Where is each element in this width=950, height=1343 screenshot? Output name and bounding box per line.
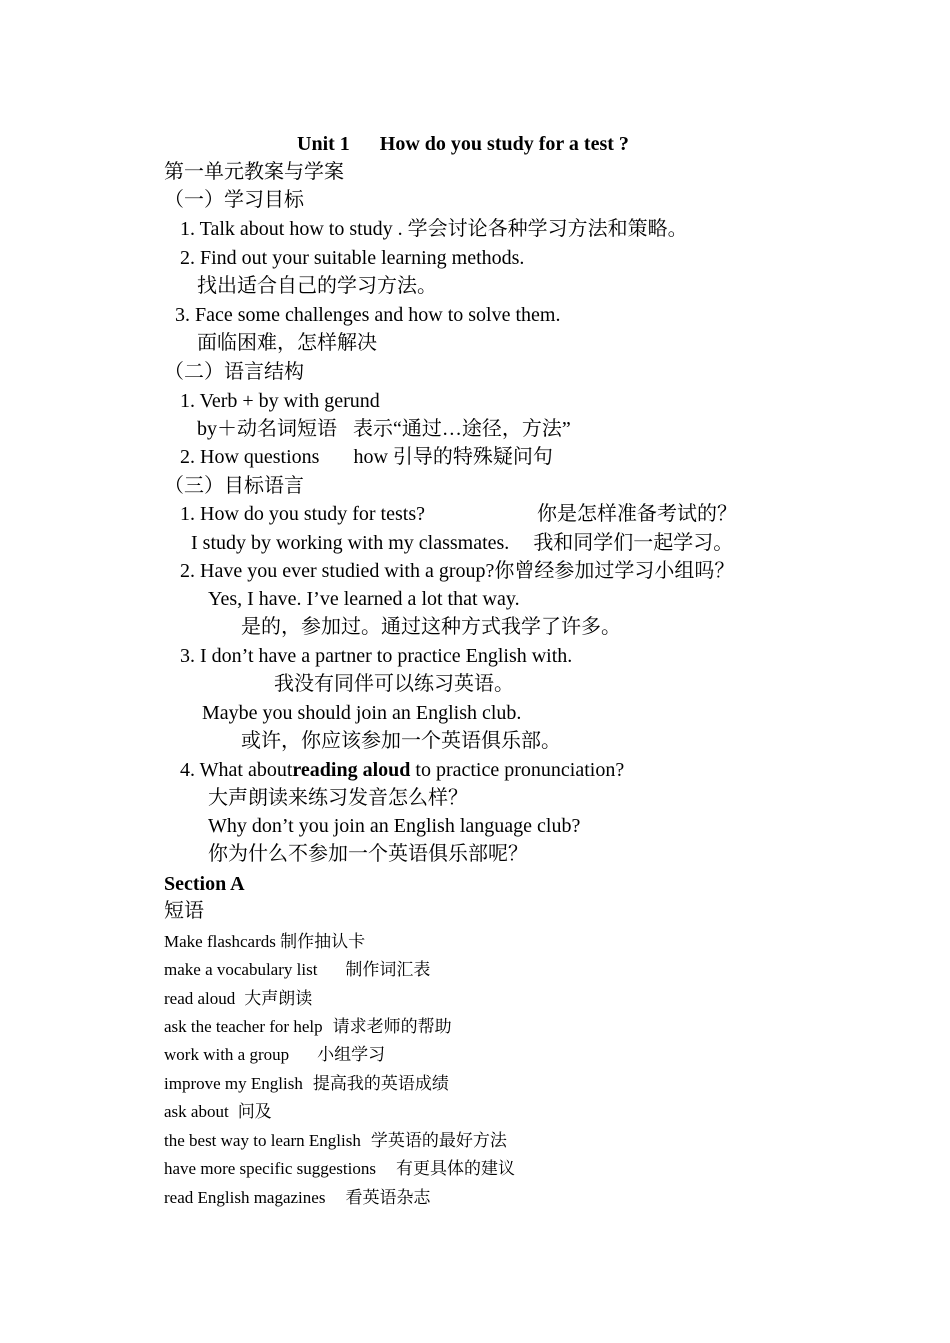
dialogue-question: 3. I don’t have a partner to practice English with.: [180, 645, 573, 667]
phrase-cn: 制作抽认卡: [280, 932, 366, 951]
phrase-en: have more specific suggestions: [164, 1159, 376, 1178]
unit-number: Unit 1: [297, 133, 350, 155]
section-a-heading: Section A: [164, 873, 245, 895]
dialogue-answer: Why don’t you join an English language club?: [208, 815, 581, 837]
question-prefix: 4. What about: [180, 759, 293, 781]
dialogue-answer-translation: 是的，参加过。通过这种方式我学了许多。: [241, 616, 621, 638]
phrase-cn: 看英语杂志: [345, 1188, 431, 1207]
phrase-en: improve my English: [164, 1074, 303, 1093]
phrase-en: ask the teacher for help: [164, 1017, 323, 1036]
phrase-en: the best way to learn English: [164, 1131, 361, 1150]
question-bold-phrase: reading aloud: [292, 759, 411, 781]
page-subtitle: 第一单元教案与学案: [164, 161, 344, 183]
phrase-en: make a vocabulary list: [164, 960, 318, 979]
goal-item-translation: 面临困难，怎样解决: [197, 332, 377, 354]
phrase-cn: 问及: [237, 1102, 272, 1121]
structure-item-cn: how 引导的特殊疑问句: [353, 446, 553, 468]
structure-note: [197, 417, 571, 441]
phrase-item: [164, 988, 312, 1010]
structure-item: [180, 445, 553, 469]
dialogue-answer: Yes, I have. I’ve learned a lot that way.: [208, 588, 520, 610]
goal-item: 1. Talk about how to study . 学会讨论各种学习方法和策略。: [180, 218, 688, 240]
phrase-item: [164, 931, 365, 953]
phrase-cn: 制作词汇表: [345, 960, 431, 979]
phrase-item: [164, 1130, 507, 1152]
phrase-en: read English magazines: [164, 1188, 326, 1207]
dialogue-answer-translation: 你为什么不参加一个英语俱乐部呢？: [208, 843, 528, 865]
dialogue-answer-en: I study by working with my classmates.: [191, 532, 510, 554]
phrase-item: [164, 1158, 515, 1180]
section-heading-target-language: （三）目标语言: [164, 475, 304, 497]
dialogue-question-translation: 我没有同伴可以练习英语。: [274, 673, 514, 695]
phrase-item: [164, 1044, 385, 1066]
goal-item: 3. Face some challenges and how to solve them.: [175, 304, 561, 326]
section-heading-structures: （二）语言结构: [164, 361, 304, 383]
question-suffix: to practice pronunciation?: [415, 759, 625, 781]
phrase-item: [164, 1101, 272, 1123]
dialogue-answer-cn: 我和同学们一起学习。: [533, 532, 734, 554]
structure-note-b: 表示“通过…途径，方法”: [353, 418, 571, 440]
dialogue-question-translation: 你是怎样准备考试的？: [537, 503, 737, 525]
dialogue-answer-translation: 或许，你应该参加一个英语俱乐部。: [241, 730, 561, 752]
structure-item: 1. Verb + by with gerund: [180, 390, 380, 412]
phrase-cn: 大声朗读: [244, 989, 313, 1008]
page-title: [297, 132, 629, 156]
phrases-label: 短语: [164, 900, 204, 922]
phrase-item: [164, 1187, 430, 1209]
section-heading-goals: （一）学习目标: [164, 189, 304, 211]
goal-item-translation: 找出适合自己的学习方法。: [197, 275, 437, 297]
phrase-cn: 请求老师的帮助: [332, 1017, 452, 1036]
phrase-en: ask about: [164, 1102, 229, 1121]
dialogue-question: 1. How do you study for tests?: [180, 503, 425, 525]
phrase-cn: 有更具体的建议: [395, 1159, 515, 1178]
structure-note-a: by＋动名词短语: [197, 418, 337, 440]
goal-item: 2. Find out your suitable learning methods.: [180, 247, 525, 269]
dialogue-question: 2. Have you ever studied with a group?你曾经参加过学习小组吗？: [180, 560, 735, 582]
phrase-item: [164, 1016, 452, 1038]
dialogue-answer: [191, 531, 733, 555]
phrase-cn: 小组学习: [317, 1045, 386, 1064]
dialogue-question: [180, 758, 624, 782]
phrase-en: work with a group: [164, 1045, 290, 1064]
dialogue-question-translation: 大声朗读来练习发音怎么样？: [208, 787, 468, 809]
phrase-item: [164, 1073, 449, 1095]
dialogue-answer: Maybe you should join an English club.: [202, 702, 522, 724]
phrase-item: [164, 959, 430, 981]
unit-question: How do you study for a test ?: [379, 133, 629, 155]
phrase-cn: 提高我的英语成绩: [312, 1074, 449, 1093]
phrase-en: Make flashcards: [164, 932, 276, 951]
phrase-cn: 学英语的最好方法: [370, 1131, 507, 1150]
phrase-en: read aloud: [164, 989, 236, 1008]
structure-item-en: 2. How questions: [180, 446, 320, 468]
